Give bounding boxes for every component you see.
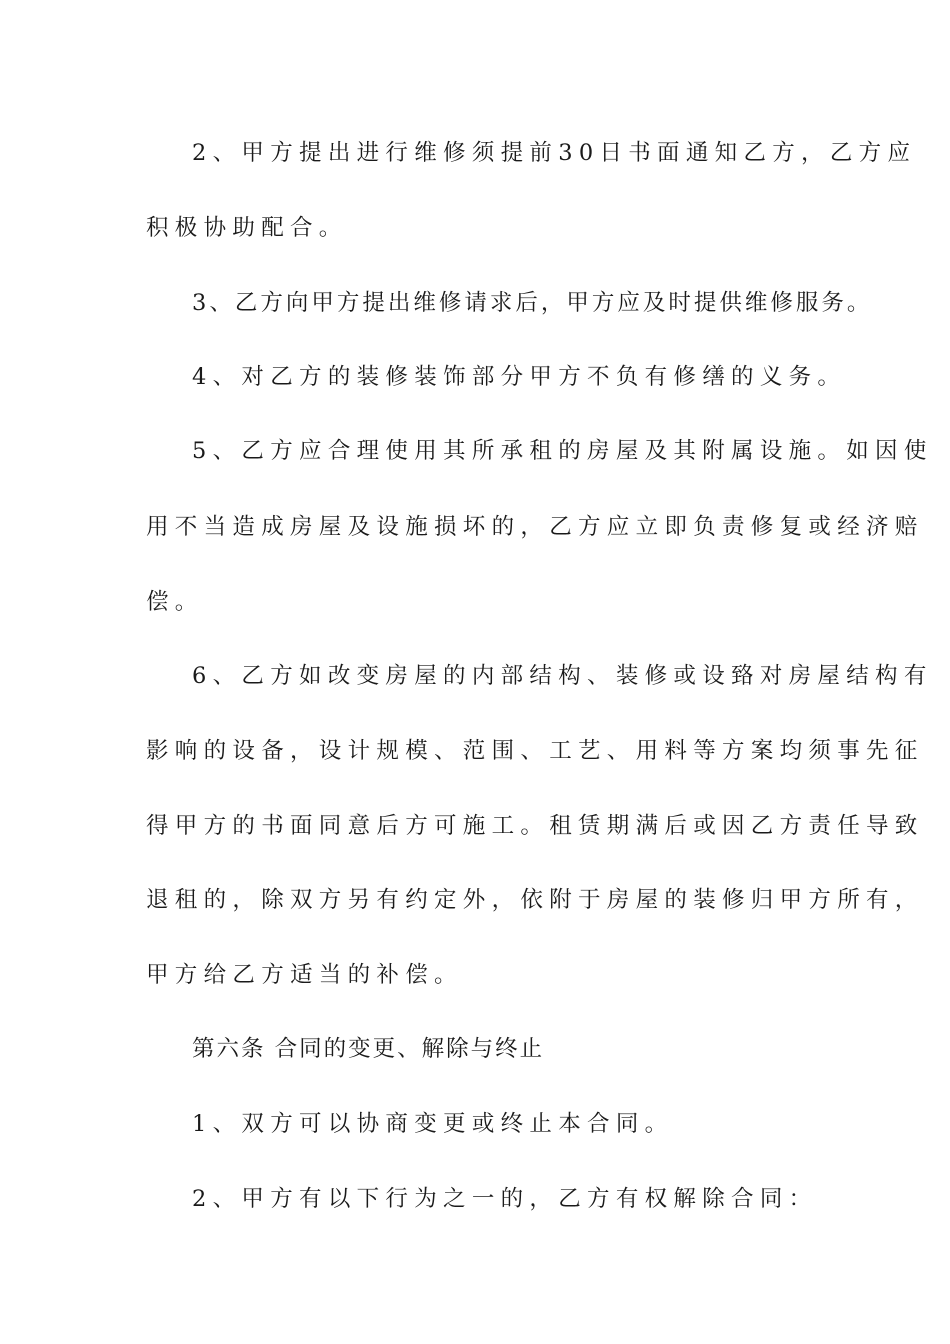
- paragraph-line-proper-use-cont-2: 偿。: [146, 589, 204, 615]
- paragraph-line-repair-notice-cont: 积极协助配合。: [146, 215, 348, 241]
- paragraph-line-decoration: 4、对乙方的装修装饰部分甲方不负有修缮的义务。: [192, 364, 847, 390]
- paragraph-line-repair-notice: 2、甲方提出进行维修须提前30日书面通知乙方，乙方应: [192, 140, 917, 166]
- paragraph-line-structure-change: 6、乙方如改变房屋的内部结构、装修或设臵对房屋结构有: [192, 663, 933, 689]
- paragraph-line-repair-request: 3、乙方向甲方提出维修请求后，甲方应及时提供维修服务。: [192, 290, 873, 316]
- paragraph-line-proper-use: 5、乙方应合理使用其所承租的房屋及其附属设施。如因使: [192, 438, 933, 464]
- paragraph-line-structure-change-cont-3: 退租的，除双方另有约定外，依附于房屋的装修归甲方所有，: [146, 887, 924, 913]
- paragraph-line-structure-change-cont-4: 甲方给乙方适当的补偿。: [146, 962, 463, 988]
- paragraph-line-proper-use-cont-1: 用不当造成房屋及设施损坏的，乙方应立即负责修复或经济赔: [146, 514, 924, 540]
- paragraph-line-termination-right: 2、甲方有以下行为之一的，乙方有权解除合同：: [192, 1186, 818, 1212]
- paragraph-line-structure-change-cont-1: 影响的设备，设计规模、范围、工艺、用料等方案均须事先征: [146, 738, 924, 764]
- paragraph-line-mutual-change: 1、双方可以协商变更或终止本合同。: [192, 1111, 674, 1137]
- section-heading-article-six: 第六条 合同的变更、解除与终止: [192, 1036, 545, 1062]
- paragraph-line-structure-change-cont-2: 得甲方的书面同意后方可施工。租赁期满后或因乙方责任导致: [146, 813, 924, 839]
